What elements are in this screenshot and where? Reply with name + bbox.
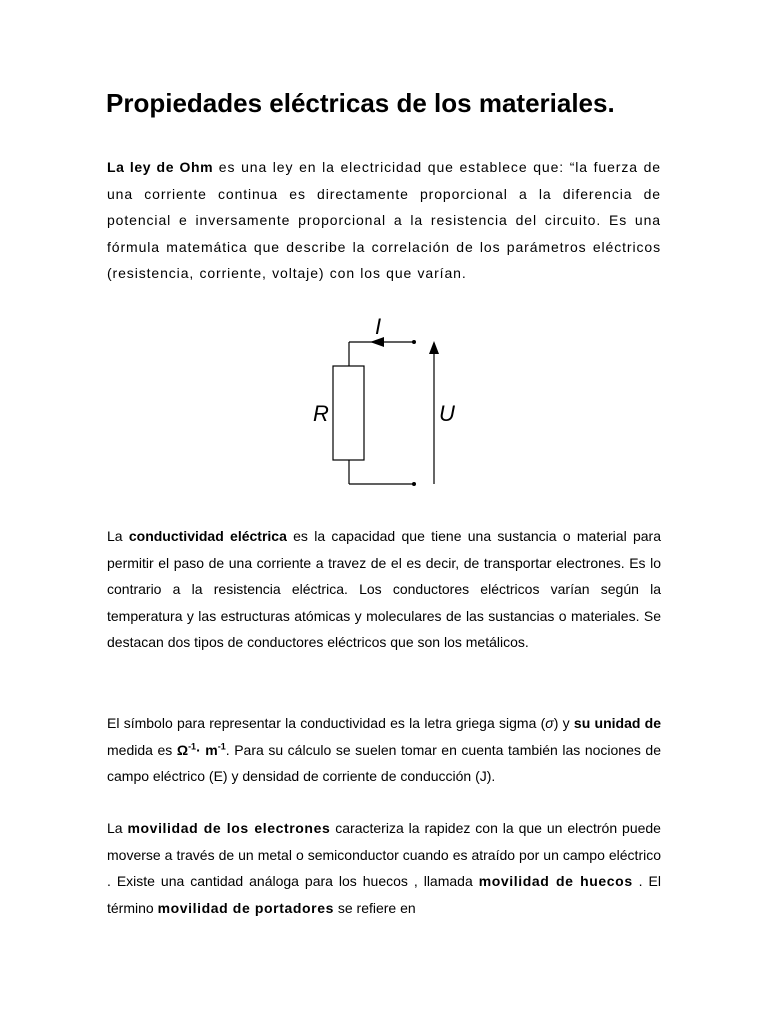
voltage-arrow-icon — [429, 341, 439, 354]
bottom-terminal — [412, 482, 416, 486]
top-terminal — [412, 340, 416, 344]
resistor-symbol — [333, 366, 364, 460]
term-carrier-mobility: movilidad de portadores — [157, 899, 334, 916]
term-unit: su unidad de — [573, 715, 661, 731]
voltage-label: U — [439, 401, 455, 426]
ohm-circuit-diagram — [300, 308, 470, 498]
paragraph-conductivity-symbol: El símbolo para representar la conductividad es la letra griega sigma (σ) y su unidad de medida es $\Omega^{-1}\cdot m^{-1}$. Para su cálculo se suelen tomar en cuenta también las nociones de campo eléctrico (E) y densidad de corriente de conducción (J). — [107, 715, 662, 785]
paragraph-conductivity: La conductividad eléctrica es la capacidad que tiene una sustancia o material para permitir el paso de una corriente a travez de el es decir, de transportar electrones. Es lo contrario a la resistencia eléctrica. Los conductores eléctricos varían según la temperatura y las estructuras atómicas y moleculares de las sustancias o materiales. Se destacan dos tipos de conductores eléctricos que son los metálicos. — [107, 528, 661, 651]
term-conductivity: conductividad eléctrica — [128, 528, 287, 544]
term-hole-mobility: movilidad de huecos — [478, 873, 633, 890]
current-label: I — [375, 314, 382, 339]
term-electron-mobility: movilidad de los electrones — [127, 820, 331, 836]
term-ohm-law: La ley de Ohm — [107, 159, 214, 175]
paragraph-ohm-law-text: es una ley en la electricidad que establece que: “la fuerza de una corriente continua es directamente proporcional a la diferencia de potencial e inversamente proporcional a la resistencia del circuito. Es una fórmula matemática que describe la correlación de los parámetros eléctricos (resistencia, corriente, voltaje) con los que varían. — [107, 159, 661, 282]
paragraph-electron-mobility: La movilidad de los electrones caracteriza la rapidez con la que un electrón puede moverse a través de un metal o semiconductor cuando es atraído por un campo eléctrico . Existe una cantidad análoga para los huecos , llamada movilidad de huecos . El término movilidad de portadores se refiere en — [107, 820, 661, 916]
resistor-label: R — [313, 401, 329, 426]
sigma-symbol: σ — [545, 715, 554, 731]
ohm-symbol: Ω — [176, 741, 189, 758]
page-title: Propiedades eléctricas de los materiales. — [106, 88, 615, 118]
paragraph-ohm-law — [107, 154, 661, 287]
